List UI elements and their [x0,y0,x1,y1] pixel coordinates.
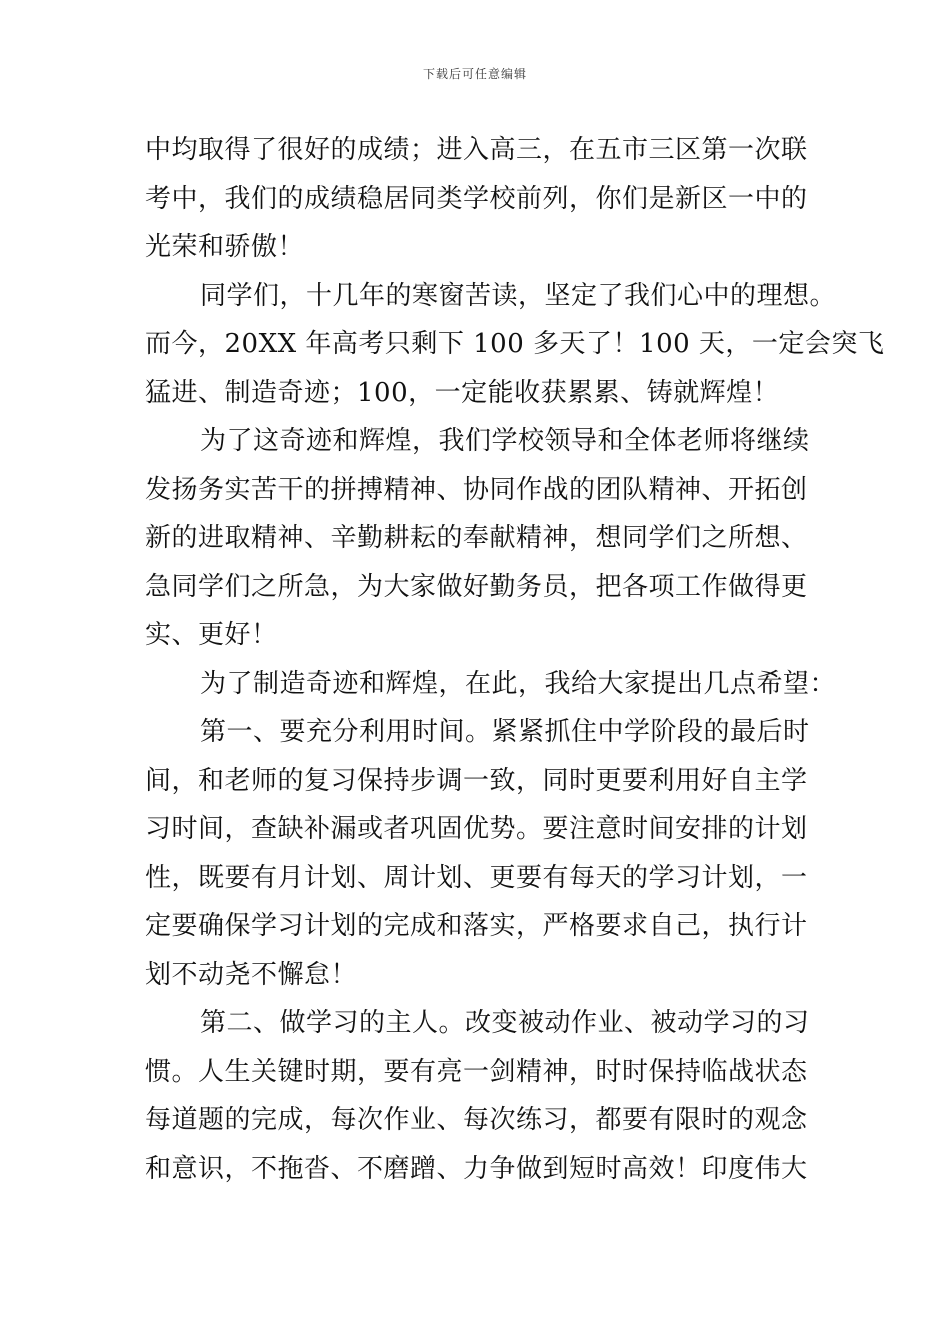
text-line: 第一、要充分利用时间。紧紧抓住中学阶段的最后时 [200,717,810,747]
text-line: 考中，我们的成绩稳居同类学校前列，你们是新区一中的 [145,183,808,214]
text-line: 为了制造奇迹和辉煌，在此，我给大家提出几点希望： [200,668,837,699]
text-line: 每道题的完成，每次作业、每次练习，都要有限时的观念 [145,1105,808,1135]
page-header: 下载后可任意编辑 [422,67,527,81]
text-line: 性，既要有月计划、周计划、更要有每天的学习计划，一 [145,862,808,893]
document-body [145,126,885,1193]
text-line: 习时间，查缺补漏或者巩固优势。要注意时间安排的计划 [145,814,808,844]
text-line: 急同学们之所急，为大家做好勤务员，把各项工作做得更 [145,571,808,602]
text-line: 新的进取精神、辛勤耕耘的奉献精神，想同学们之所想、 [145,523,808,553]
text-line: 猛进、制造奇迹；100，一定能收获累累、铸就辉煌！ [145,377,780,408]
text-line: 为了这奇迹和辉煌，我们学校领导和全体老师将继续 [200,426,810,456]
text-line: 而今，20XX 年高考只剩下 100 多天了！100 天，一定会突飞 [145,329,885,359]
text-line: 光荣和骄傲！ [145,232,305,262]
text-line: 定要确保学习计划的完成和落实，严格要求自己，执行计 [145,911,808,941]
text-line: 间，和老师的复习保持步调一致，同时更要利用好自主学 [145,765,808,796]
text-line: 发扬务实苦干的拼搏精神、协同作战的团队精神、开拓创 [145,474,808,505]
text-line: 同学们，十几年的寒窗苦读，坚定了我们心中的理想。 [200,280,837,311]
text-line: 和意识，不拖沓、不磨蹭、力争做到短时高效！印度伟大 [145,1153,808,1184]
text-line: 中均取得了很好的成绩；进入高三，在五市三区第一次联 [145,135,808,165]
text-line: 第二、做学习的主人。改变被动作业、被动学习的习 [200,1008,810,1038]
text-line: 划不动尧不懈怠！ [145,959,358,990]
text-line: 实、更好！ [145,620,278,650]
text-line: 惯。人生关键时期，要有亮一剑精神，时时保持临战状态 [145,1056,808,1087]
